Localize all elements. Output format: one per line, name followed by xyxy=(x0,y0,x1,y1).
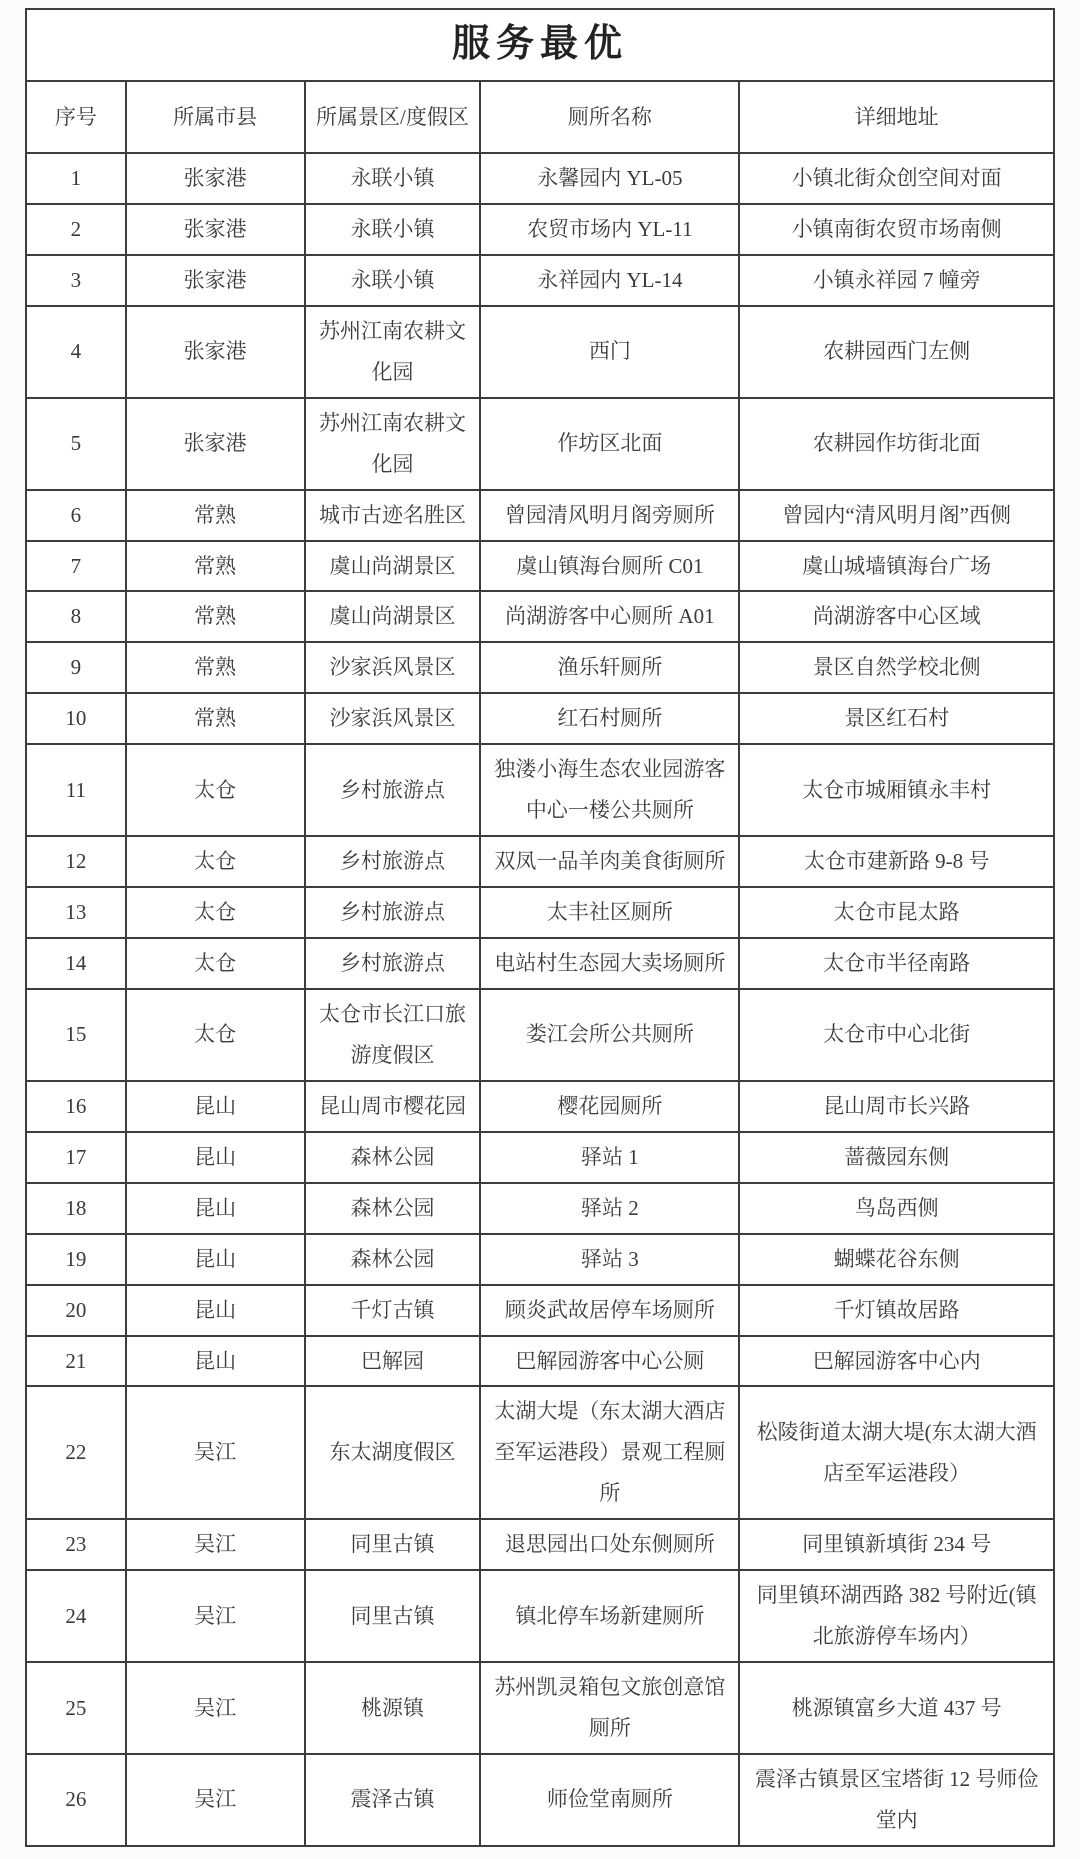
table-row xyxy=(26,1081,1054,1132)
cell-index: 14 xyxy=(26,938,126,989)
table-row xyxy=(26,490,1054,541)
cell-index: 18 xyxy=(26,1183,126,1234)
cell-toilet-name: 驿站 1 xyxy=(480,1132,739,1183)
cell-city: 昆山 xyxy=(126,1132,305,1183)
cell-city: 昆山 xyxy=(126,1183,305,1234)
cell-address: 太仓市城厢镇永丰村 xyxy=(739,744,1054,836)
table-row xyxy=(26,1132,1054,1183)
cell-toilet-name: 樱花园厕所 xyxy=(480,1081,739,1132)
cell-address: 农耕园西门左侧 xyxy=(739,306,1054,398)
cell-index: 5 xyxy=(26,398,126,490)
cell-city: 张家港 xyxy=(126,204,305,255)
cell-city: 昆山 xyxy=(126,1081,305,1132)
table-row xyxy=(26,1234,1054,1285)
cell-toilet-name: 曾园清风明月阁旁厕所 xyxy=(480,490,739,541)
cell-address: 小镇南街农贸市场南侧 xyxy=(739,204,1054,255)
cell-city: 太仓 xyxy=(126,744,305,836)
cell-address: 震泽古镇景区宝塔街 12 号师俭堂内 xyxy=(739,1754,1054,1846)
cell-city: 常熟 xyxy=(126,490,305,541)
table-row xyxy=(26,153,1054,204)
cell-scenic-area: 森林公园 xyxy=(305,1183,481,1234)
column-header-scenic-area: 所属景区/度假区 xyxy=(305,81,481,153)
cell-index: 10 xyxy=(26,693,126,744)
cell-address: 小镇北街众创空间对面 xyxy=(739,153,1054,204)
cell-toilet-name: 太湖大堤（东太湖大酒店至军运港段）景观工程厕所 xyxy=(480,1386,739,1519)
cell-index: 11 xyxy=(26,744,126,836)
cell-toilet-name: 驿站 2 xyxy=(480,1183,739,1234)
cell-scenic-area: 千灯古镇 xyxy=(305,1285,481,1336)
column-header-index: 序号 xyxy=(26,81,126,153)
cell-address: 曾园内“清风明月阁”西侧 xyxy=(739,490,1054,541)
cell-city: 吴江 xyxy=(126,1519,305,1570)
table-row xyxy=(26,255,1054,306)
cell-toilet-name: 镇北停车场新建厕所 xyxy=(480,1570,739,1662)
cell-scenic-area: 永联小镇 xyxy=(305,255,481,306)
cell-city: 太仓 xyxy=(126,989,305,1081)
table-row xyxy=(26,1570,1054,1662)
cell-toilet-name: 师俭堂南厕所 xyxy=(480,1754,739,1846)
cell-address: 蔷薇园东侧 xyxy=(739,1132,1054,1183)
cell-scenic-area: 永联小镇 xyxy=(305,153,481,204)
cell-address: 小镇永祥园 7 幢旁 xyxy=(739,255,1054,306)
table-row xyxy=(26,642,1054,693)
cell-address: 同里镇新填街 234 号 xyxy=(739,1519,1054,1570)
cell-index: 19 xyxy=(26,1234,126,1285)
cell-city: 太仓 xyxy=(126,836,305,887)
cell-address: 太仓市昆太路 xyxy=(739,887,1054,938)
cell-scenic-area: 同里古镇 xyxy=(305,1570,481,1662)
cell-scenic-area: 虞山尚湖景区 xyxy=(305,591,481,642)
cell-scenic-area: 东太湖度假区 xyxy=(305,1386,481,1519)
cell-index: 7 xyxy=(26,541,126,592)
cell-address: 桃源镇富乡大道 437 号 xyxy=(739,1662,1054,1754)
table-title: 服务最优 xyxy=(26,9,1054,81)
table-row xyxy=(26,1285,1054,1336)
cell-address: 蝴蝶花谷东侧 xyxy=(739,1234,1054,1285)
table-row xyxy=(26,306,1054,398)
cell-scenic-area: 城市古迹名胜区 xyxy=(305,490,481,541)
table-row xyxy=(26,744,1054,836)
cell-index: 24 xyxy=(26,1570,126,1662)
cell-address: 景区红石村 xyxy=(739,693,1054,744)
cell-index: 12 xyxy=(26,836,126,887)
cell-toilet-name: 红石村厕所 xyxy=(480,693,739,744)
best-service-table xyxy=(25,8,1055,1847)
cell-index: 20 xyxy=(26,1285,126,1336)
cell-scenic-area: 乡村旅游点 xyxy=(305,836,481,887)
cell-city: 吴江 xyxy=(126,1386,305,1519)
cell-toilet-name: 尚湖游客中心厕所 A01 xyxy=(480,591,739,642)
cell-index: 15 xyxy=(26,989,126,1081)
cell-city: 吴江 xyxy=(126,1754,305,1846)
cell-toilet-name: 电站村生态园大卖场厕所 xyxy=(480,938,739,989)
cell-toilet-name: 西门 xyxy=(480,306,739,398)
cell-scenic-area: 森林公园 xyxy=(305,1132,481,1183)
cell-address: 松陵街道太湖大堤(东太湖大酒店至军运港段） xyxy=(739,1386,1054,1519)
cell-toilet-name: 苏州凯灵箱包文旅创意馆厕所 xyxy=(480,1662,739,1754)
cell-scenic-area: 桃源镇 xyxy=(305,1662,481,1754)
table-row xyxy=(26,836,1054,887)
table-row xyxy=(26,1386,1054,1519)
cell-scenic-area: 苏州江南农耕文化园 xyxy=(305,306,481,398)
cell-index: 9 xyxy=(26,642,126,693)
cell-index: 8 xyxy=(26,591,126,642)
cell-toilet-name: 独溇小海生态农业园游客中心一楼公共厕所 xyxy=(480,744,739,836)
cell-toilet-name: 作坊区北面 xyxy=(480,398,739,490)
cell-city: 昆山 xyxy=(126,1234,305,1285)
cell-scenic-area: 乡村旅游点 xyxy=(305,887,481,938)
cell-scenic-area: 震泽古镇 xyxy=(305,1754,481,1846)
cell-toilet-name: 渔乐轩厕所 xyxy=(480,642,739,693)
table-row xyxy=(26,541,1054,592)
cell-city: 常熟 xyxy=(126,541,305,592)
cell-scenic-area: 苏州江南农耕文化园 xyxy=(305,398,481,490)
cell-city: 常熟 xyxy=(126,642,305,693)
cell-scenic-area: 永联小镇 xyxy=(305,204,481,255)
cell-address: 景区自然学校北侧 xyxy=(739,642,1054,693)
cell-toilet-name: 虞山镇海台厕所 C01 xyxy=(480,541,739,592)
cell-scenic-area: 虞山尚湖景区 xyxy=(305,541,481,592)
table-row xyxy=(26,1183,1054,1234)
cell-address: 同里镇环湖西路 382 号附近(镇北旅游停车场内） xyxy=(739,1570,1054,1662)
cell-index: 25 xyxy=(26,1662,126,1754)
cell-toilet-name: 农贸市场内 YL-11 xyxy=(480,204,739,255)
cell-address: 尚湖游客中心区域 xyxy=(739,591,1054,642)
cell-city: 常熟 xyxy=(126,693,305,744)
cell-scenic-area: 森林公园 xyxy=(305,1234,481,1285)
table-row xyxy=(26,989,1054,1081)
cell-index: 23 xyxy=(26,1519,126,1570)
cell-city: 常熟 xyxy=(126,591,305,642)
table-header-row xyxy=(26,81,1054,153)
cell-index: 3 xyxy=(26,255,126,306)
table-row xyxy=(26,887,1054,938)
cell-index: 1 xyxy=(26,153,126,204)
cell-city: 张家港 xyxy=(126,398,305,490)
cell-scenic-area: 昆山周市樱花园 xyxy=(305,1081,481,1132)
table-row xyxy=(26,693,1054,744)
cell-index: 17 xyxy=(26,1132,126,1183)
table-row xyxy=(26,1336,1054,1387)
cell-city: 吴江 xyxy=(126,1570,305,1662)
cell-index: 6 xyxy=(26,490,126,541)
cell-toilet-name: 永馨园内 YL-05 xyxy=(480,153,739,204)
cell-index: 13 xyxy=(26,887,126,938)
cell-address: 农耕园作坊街北面 xyxy=(739,398,1054,490)
cell-address: 太仓市半径南路 xyxy=(739,938,1054,989)
cell-address: 虞山城墙镇海台广场 xyxy=(739,541,1054,592)
cell-address: 巴解园游客中心内 xyxy=(739,1336,1054,1387)
column-header-address: 详细地址 xyxy=(739,81,1054,153)
cell-address: 太仓市中心北街 xyxy=(739,989,1054,1081)
table-row xyxy=(26,591,1054,642)
cell-city: 太仓 xyxy=(126,938,305,989)
cell-city: 张家港 xyxy=(126,153,305,204)
cell-index: 4 xyxy=(26,306,126,398)
cell-toilet-name: 顾炎武故居停车场厕所 xyxy=(480,1285,739,1336)
cell-toilet-name: 驿站 3 xyxy=(480,1234,739,1285)
column-header-toilet-name: 厕所名称 xyxy=(480,81,739,153)
cell-city: 张家港 xyxy=(126,255,305,306)
cell-scenic-area: 乡村旅游点 xyxy=(305,744,481,836)
cell-address: 千灯镇故居路 xyxy=(739,1285,1054,1336)
cell-address: 鸟岛西侧 xyxy=(739,1183,1054,1234)
cell-toilet-name: 太丰社区厕所 xyxy=(480,887,739,938)
cell-index: 21 xyxy=(26,1336,126,1387)
cell-index: 2 xyxy=(26,204,126,255)
table-body xyxy=(26,153,1054,1846)
cell-city: 太仓 xyxy=(126,887,305,938)
cell-toilet-name: 巴解园游客中心公厕 xyxy=(480,1336,739,1387)
cell-city: 张家港 xyxy=(126,306,305,398)
cell-index: 26 xyxy=(26,1754,126,1846)
cell-scenic-area: 巴解园 xyxy=(305,1336,481,1387)
cell-scenic-area: 同里古镇 xyxy=(305,1519,481,1570)
cell-scenic-area: 沙家浜风景区 xyxy=(305,693,481,744)
cell-toilet-name: 永祥园内 YL-14 xyxy=(480,255,739,306)
cell-toilet-name: 娄江会所公共厕所 xyxy=(480,989,739,1081)
cell-toilet-name: 退思园出口处东侧厕所 xyxy=(480,1519,739,1570)
cell-index: 22 xyxy=(26,1386,126,1519)
cell-scenic-area: 乡村旅游点 xyxy=(305,938,481,989)
column-header-city: 所属市县 xyxy=(126,81,305,153)
table-row xyxy=(26,1519,1054,1570)
table-title-row xyxy=(26,9,1054,81)
cell-toilet-name: 双凤一品羊肉美食街厕所 xyxy=(480,836,739,887)
table-row xyxy=(26,1754,1054,1846)
table-row xyxy=(26,204,1054,255)
cell-city: 昆山 xyxy=(126,1336,305,1387)
cell-city: 吴江 xyxy=(126,1662,305,1754)
table-row xyxy=(26,398,1054,490)
cell-scenic-area: 沙家浜风景区 xyxy=(305,642,481,693)
cell-address: 昆山周市长兴路 xyxy=(739,1081,1054,1132)
cell-index: 16 xyxy=(26,1081,126,1132)
cell-city: 昆山 xyxy=(126,1285,305,1336)
cell-address: 太仓市建新路 9-8 号 xyxy=(739,836,1054,887)
cell-scenic-area: 太仓市长江口旅游度假区 xyxy=(305,989,481,1081)
table-row xyxy=(26,938,1054,989)
table-row xyxy=(26,1662,1054,1754)
